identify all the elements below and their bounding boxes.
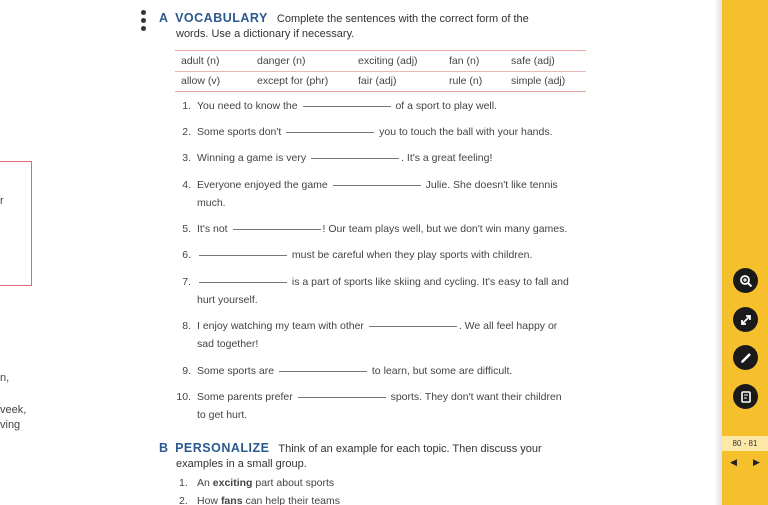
section-instruction: examples in a small group. — [176, 457, 307, 470]
question-item: 10. Some parents prefer sports. They don't want their children to get hurt. — [176, 391, 562, 421]
question-item: 6. must be careful when they play sports with children. — [182, 249, 533, 261]
question-item: 4. Everyone enjoyed the game Julie. She doesn't like tennis much. — [182, 179, 558, 209]
section-title: VOCABULARY — [175, 11, 268, 25]
section-a-header — [159, 11, 579, 41]
word-item: except for (phr) — [257, 75, 329, 87]
answer-blank[interactable] — [311, 158, 399, 159]
word-item: allow (v) — [181, 75, 221, 87]
section-instruction: words. Use a dictionary if necessary. — [176, 27, 355, 40]
left-fragment: r — [0, 195, 4, 207]
question-item: 8. I enjoy watching my team with other . We all feel happy or sad together! — [182, 320, 558, 350]
pencil-icon[interactable] — [733, 345, 758, 370]
tool-rail — [722, 0, 768, 505]
personalize-item: 2. How fans can help their teams — [179, 495, 341, 505]
section-b-header — [159, 441, 579, 471]
question-item: 9. Some sports are to learn, but some are difficult. — [182, 365, 513, 377]
notes-icon[interactable] — [733, 384, 758, 409]
expand-icon[interactable] — [733, 307, 758, 332]
section-letter: A — [159, 11, 169, 25]
page-edge-shadow — [714, 0, 722, 505]
word-item: simple (adj) — [511, 75, 566, 87]
question-item: 1. You need to know the of a sport to play well. — [182, 100, 498, 112]
section-instruction: Complete the sentences with the correct form of the — [276, 13, 529, 25]
section-title: PERSONALIZE — [175, 441, 270, 455]
next-page-icon[interactable]: ▶ — [753, 457, 760, 467]
question-item: 7. is a part of sports like skiing and cycling. It's easy to fall and hurt yourself. — [182, 276, 569, 306]
question-item: 3. Winning a game is very . It's a great feeling! — [182, 152, 493, 164]
left-fragment: veek, — [0, 404, 27, 416]
zoom-icon[interactable] — [733, 268, 758, 293]
word-item: adult (n) — [181, 55, 220, 67]
page-number: 80 - 81 — [722, 436, 768, 451]
word-item: exciting (adj) — [358, 55, 418, 67]
left-callout-box — [0, 161, 32, 286]
answer-blank[interactable] — [333, 185, 421, 186]
answer-blank[interactable] — [199, 282, 287, 283]
left-page — [0, 0, 135, 505]
word-box — [175, 50, 586, 92]
page-indicator — [722, 436, 768, 474]
previous-page-icon[interactable]: ◀ — [730, 457, 737, 467]
answer-blank[interactable] — [199, 255, 287, 256]
more-options-icon[interactable] — [141, 10, 147, 34]
section-letter: B — [159, 441, 169, 455]
word-item: rule (n) — [449, 75, 483, 87]
word-item: safe (adj) — [511, 55, 555, 67]
question-item: 5. It's not ! Our team plays well, but we don't win many games. — [182, 223, 568, 235]
left-fragment: n, — [0, 372, 10, 384]
word-item: fan (n) — [449, 55, 480, 67]
word-item: fair (adj) — [358, 75, 397, 87]
textbook-page — [135, 0, 720, 505]
question-item: 2. Some sports don't you to touch the ball with your hands. — [182, 126, 553, 138]
answer-blank[interactable] — [298, 397, 386, 398]
section-instruction: Think of an example for each topic. Then discuss your — [278, 443, 542, 455]
left-fragment: ving — [0, 419, 21, 431]
answer-blank[interactable] — [369, 326, 457, 327]
answer-blank[interactable] — [286, 132, 374, 133]
answer-blank[interactable] — [233, 229, 321, 230]
word-item: danger (n) — [257, 55, 306, 67]
answer-blank[interactable] — [279, 371, 367, 372]
answer-blank[interactable] — [303, 106, 391, 107]
personalize-item: 1. An exciting part about sports — [179, 477, 335, 489]
